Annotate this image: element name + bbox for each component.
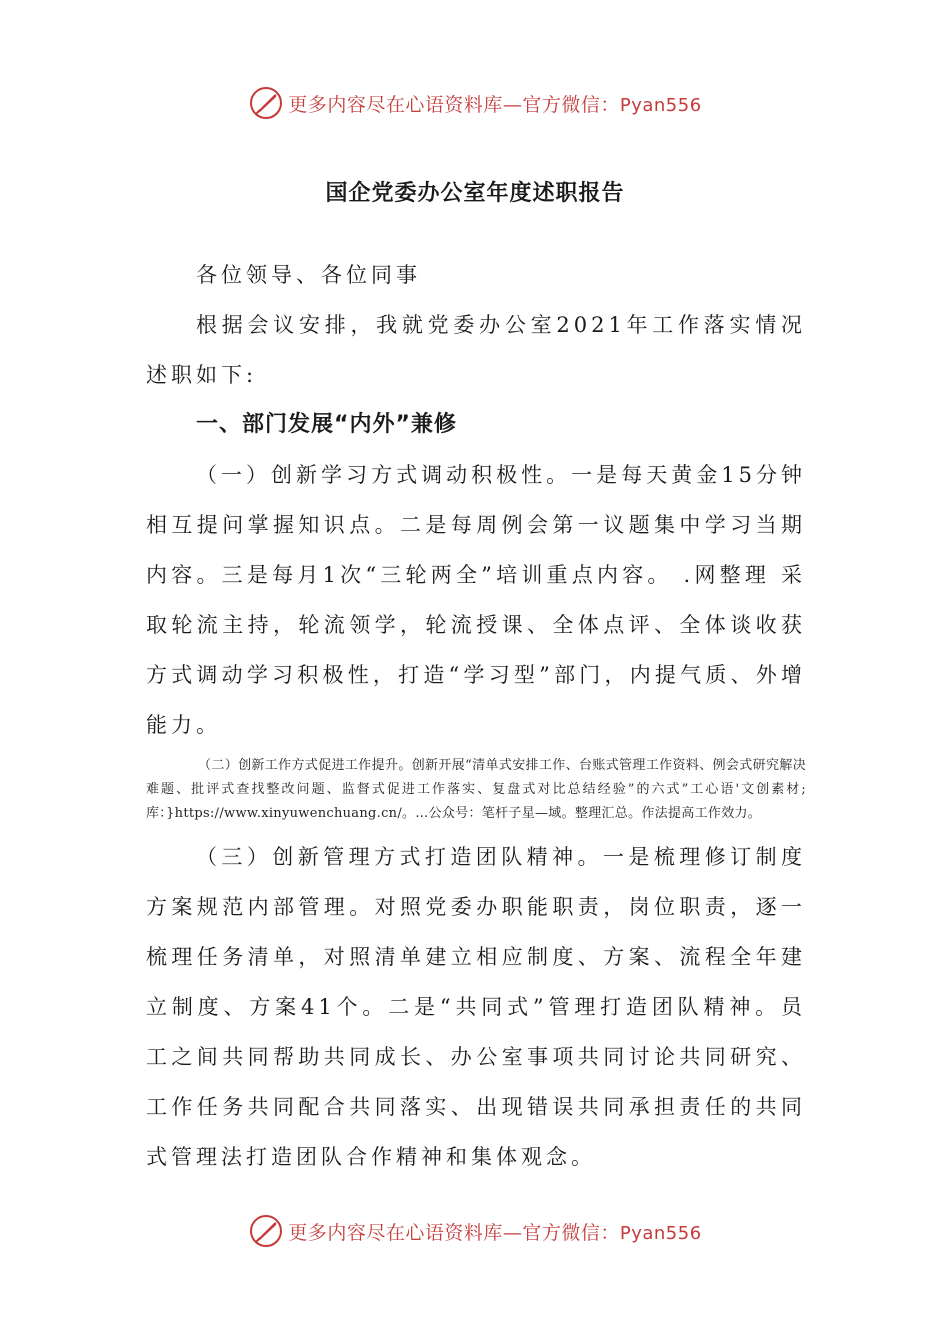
- header-banner: [0, 80, 950, 126]
- wechat-id: Pyan556: [619, 1222, 702, 1244]
- paragraph-learning: （一）创新学习方式调动积极性。一是每天黄金15分钟相互提问掌握知识点。二是每周例会第一议题集中学习当期内容。三是每月1次“三轮两全”培训重点内容。 .网整理 采取轮流主持，轮流领学，轮流授课、全体点评、全体谈收获方式调动学习积极性，打造“学习型”部门，内提气质、外增能力。: [146, 463, 806, 737]
- footer-banner: [0, 1208, 950, 1254]
- quill-logo-icon: [248, 1213, 284, 1249]
- quill-logo-icon: [248, 85, 284, 121]
- intro-paragraph: 根据会议安排，我就党委办公室2021年工作落实情况述职如下:: [146, 313, 806, 387]
- greeting: 各位领导、各位同事: [196, 263, 421, 287]
- section-heading: 一、部门发展“内外”兼修: [196, 412, 457, 437]
- wechat-id: Pyan556: [619, 94, 702, 116]
- paragraph-management: （三）创新管理方式打造团队精神。一是梳理修订制度方案规范内部管理。对照党委办职能职责，岗位职责，逐一梳理任务清单，对照清单建立相应制度、方案、流程全年建立制度、方案41个。二是“共同式”管理打造团队精神。员工之间共同帮助共同成长、办公室事项共同讨论共同研究、工作任务共同配合共同落实、出现错误共同承担责任的共同式管理法打造团队合作精神和集体观念。: [146, 845, 806, 1169]
- banner-text: 更多内容尽在心语资料库—官方微信：Pyan556: [288, 1221, 702, 1244]
- document-body: [146, 250, 806, 1182]
- document-title: 国企党委办公室年度述职报告: [325, 180, 625, 206]
- banner-text: 更多内容尽在心语资料库—官方微信：Pyan556: [288, 93, 702, 116]
- paragraph-work-method: （二）创新工作方式促进工作提升。创新开展“清单式安排工作、台账式管理工作资料、例会式研究解决难题、批评式查找整改问题、监督式促进工作落实、复盘式对比总结经验”的六式”工心语'文创素材;库：}https://www.xinyuwenchuang.cn/。…公众号：笔杆子星—域。整理汇总。作法提高工作效力。: [146, 758, 806, 821]
